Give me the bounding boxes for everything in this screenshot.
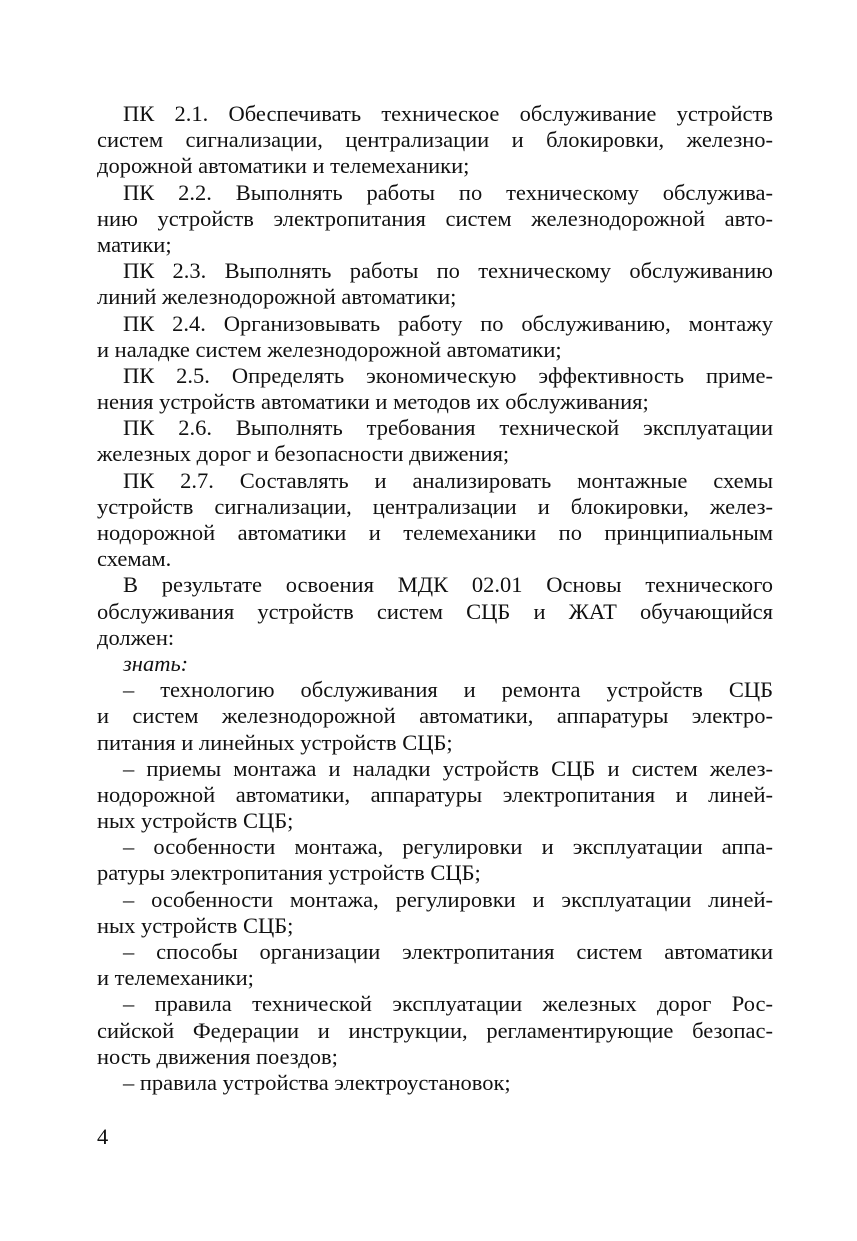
- text-line: систем сигнализации, централизации и блокировки, железно-: [97, 127, 773, 153]
- page-number: 4: [97, 1124, 109, 1149]
- text-line: нодорожной автоматики, аппаратуры электропитания и линей-: [97, 781, 773, 807]
- paragraph: [97, 180, 773, 259]
- text-line: – способы организации электропитания систем автоматики: [123, 939, 773, 964]
- text-line: ПК 2.6. Выполнять требования технической эксплуатации: [123, 415, 773, 441]
- paragraph: [97, 1070, 773, 1096]
- text-line: должен:: [97, 624, 175, 650]
- paragraph: [97, 834, 773, 886]
- text-line: нию устройств электропитания систем железнодорожной авто-: [97, 205, 773, 231]
- text-line: и наладке систем железнодорожной автоматики;: [97, 336, 562, 362]
- text-line: матики;: [97, 231, 172, 257]
- paragraph: [97, 101, 773, 180]
- paragraph: [97, 991, 773, 1070]
- text-line: – технологию обслуживания и ремонта устройств СЦБ: [123, 677, 773, 703]
- body-text: [97, 101, 773, 1096]
- text-line: обслуживания устройств систем СЦБ и ЖАТ обучающийся: [97, 598, 773, 624]
- text-line: В результате освоения МДК 02.01 Основы технического: [123, 572, 773, 598]
- text-line: ПК 2.1. Обеспечивать техническое обслуживание устройств: [123, 101, 773, 126]
- paragraph: [97, 363, 773, 415]
- text-line: – особенности монтажа, регулировки и эксплуатации аппа-: [123, 834, 773, 860]
- text-line: – правила устройства электроустановок;: [123, 1069, 511, 1095]
- text-line: железных дорог и безопасности движения;: [97, 441, 510, 467]
- text-line: – особенности монтажа, регулировки и эксплуатации линей-: [123, 886, 773, 912]
- text-line: ность движения поездов;: [97, 1043, 338, 1069]
- text-line: и телемеханики;: [97, 965, 254, 991]
- paragraph: [97, 311, 773, 363]
- paragraph: [97, 415, 773, 467]
- text-line: ПК 2.3. Выполнять работы по техническому обслуживанию: [123, 258, 773, 284]
- text-line: ПК 2.7. Составлять и анализировать монтажные схемы: [123, 467, 773, 493]
- text-line: ПК 2.5. Определять экономическую эффективность приме-: [123, 362, 773, 388]
- paragraph: [97, 939, 773, 991]
- section-label: [97, 651, 773, 677]
- paragraph: [97, 677, 773, 756]
- text-line: устройств сигнализации, централизации и блокировки, желез-: [97, 493, 773, 519]
- text-line: ПК 2.4. Организовывать работу по обслуживанию, монтажу: [123, 310, 773, 336]
- paragraph: [97, 756, 773, 835]
- text-line: линий железнодорожной автоматики;: [97, 284, 457, 310]
- text-line: и систем железнодорожной автоматики, аппаратуры электро-: [97, 703, 773, 729]
- text-line: ратуры электропитания устройств СЦБ;: [97, 860, 481, 886]
- text-line: сийской Федерации и инструкции, регламентирующие безопас-: [97, 1017, 773, 1043]
- text-line: дорожной автоматики и телемеханики;: [97, 153, 470, 179]
- text-line: нодорожной автоматики и телемеханики по принципиальным: [97, 520, 773, 545]
- text-line: ных устройств СЦБ;: [97, 912, 294, 938]
- text-line: питания и линейных устройств СЦБ;: [97, 729, 453, 755]
- text-line: знать:: [123, 650, 189, 676]
- paragraph: [97, 887, 773, 939]
- text-line: – приемы монтажа и наладки устройств СЦБ и систем желез-: [123, 755, 773, 781]
- text-line: ных устройств СЦБ;: [97, 808, 294, 834]
- paragraph: [97, 572, 773, 651]
- text-line: – правила технической эксплуатации железных дорог Рос-: [123, 991, 773, 1017]
- paragraph: [97, 258, 773, 310]
- paragraph: [97, 468, 773, 573]
- text-line: нения устройств автоматики и методов их обслуживания;: [97, 389, 649, 415]
- text-line: схемам.: [97, 546, 172, 572]
- text-line: ПК 2.2. Выполнять работы по техническому обслужива-: [123, 179, 773, 205]
